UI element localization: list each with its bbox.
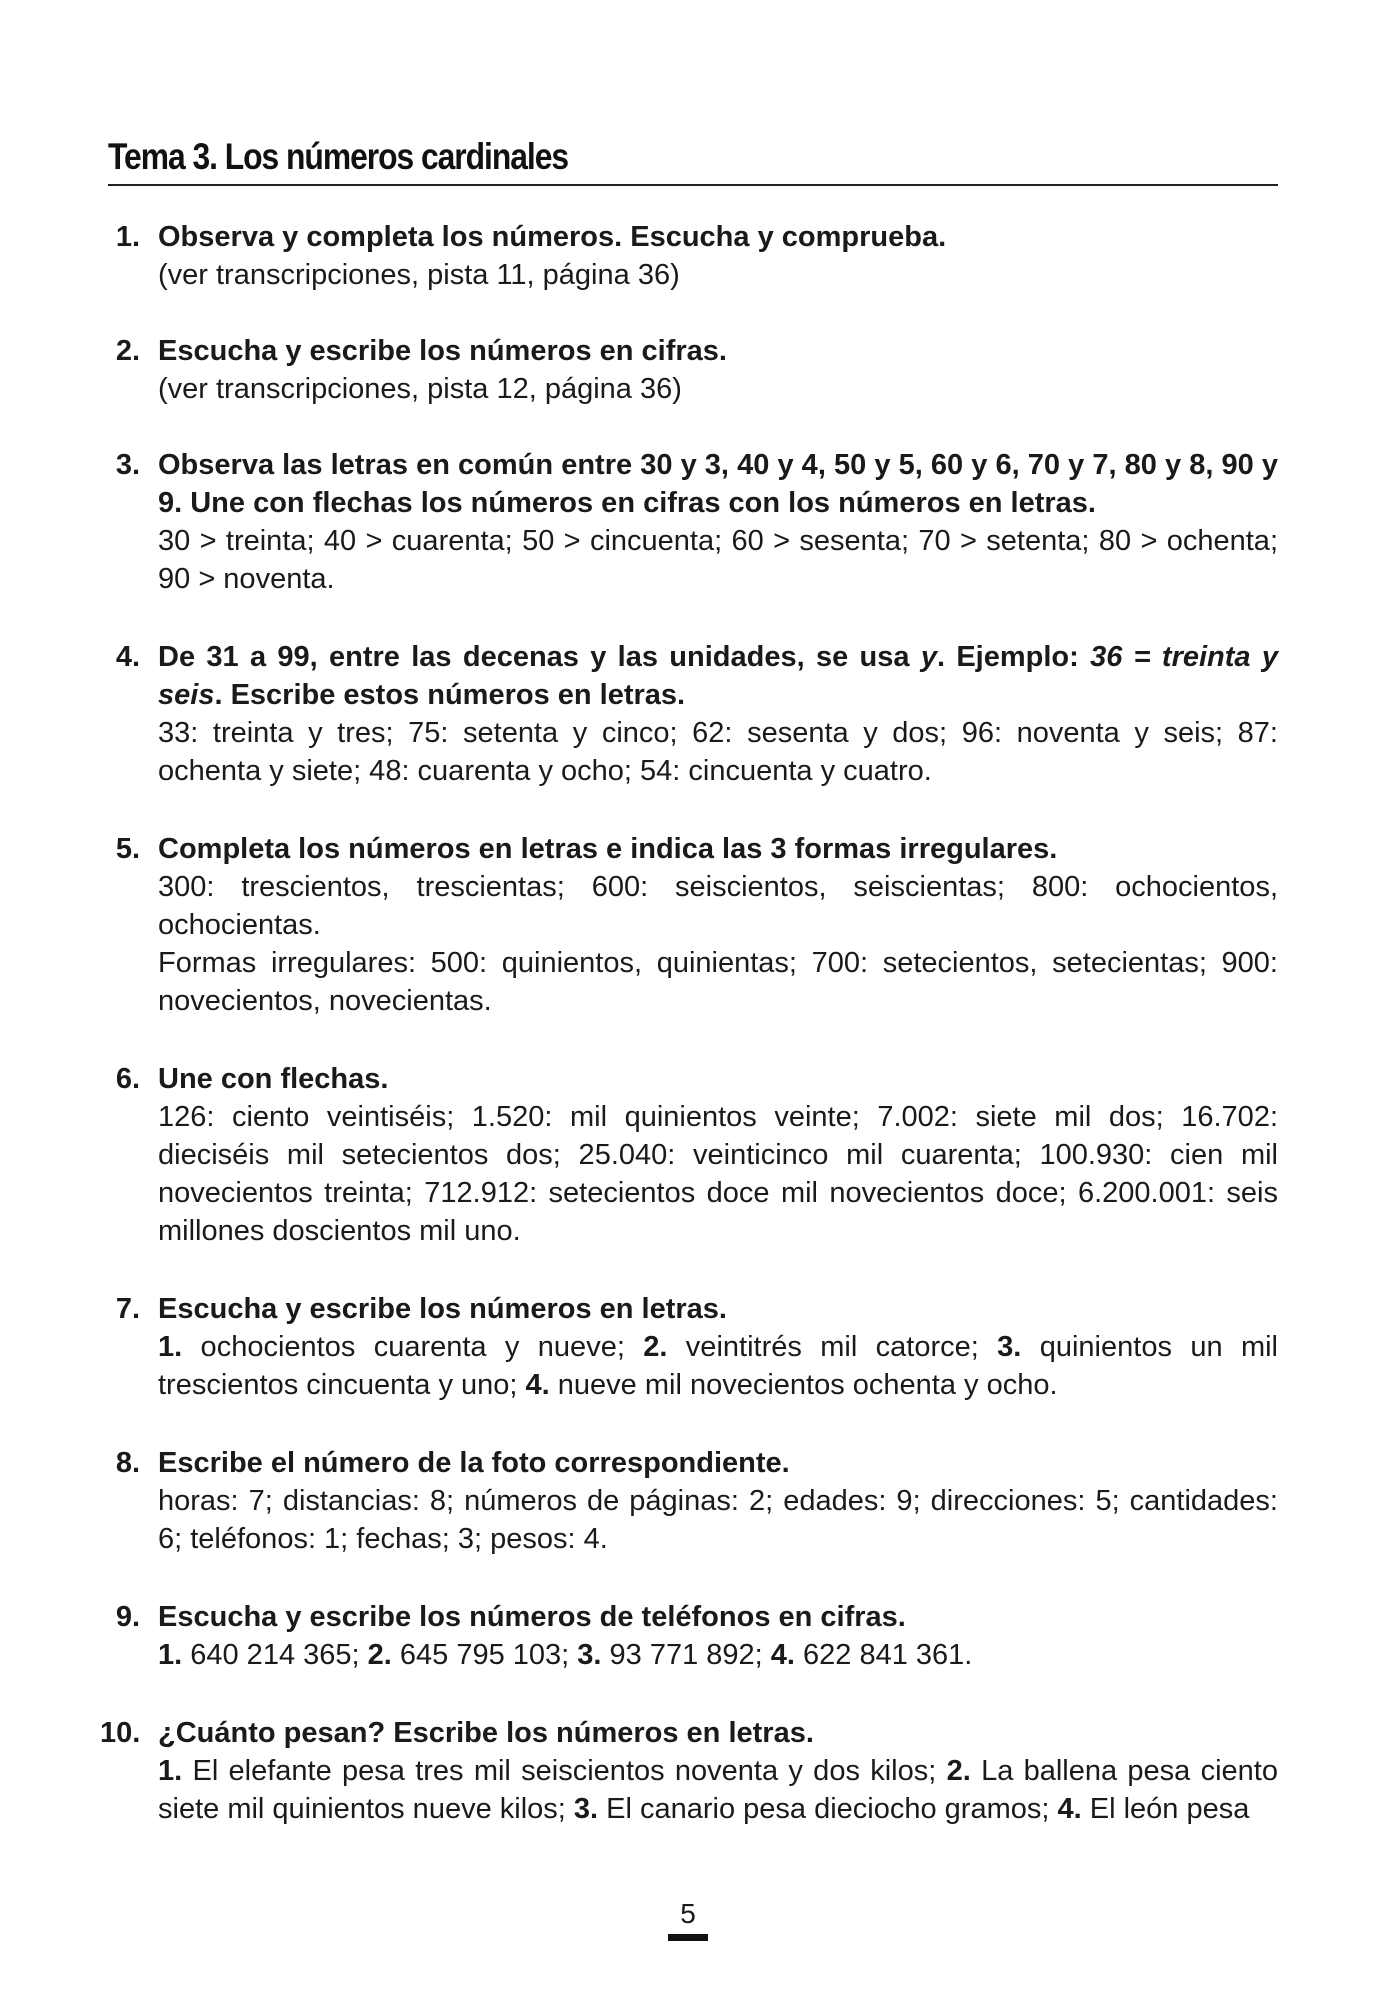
page-title: Tema 3. Los números cardinales bbox=[108, 136, 569, 177]
exercise-instruction: Escucha y escribe los números en cifras. bbox=[158, 335, 727, 367]
exercise-1 bbox=[108, 218, 1278, 294]
exercise-instruction: Une con flechas. bbox=[158, 1063, 389, 1095]
exercise-instruction: Completa los números en letras e indica las 3 formas irregulares. bbox=[158, 833, 1058, 865]
exercise-number: 9. bbox=[115, 1601, 140, 1633]
exercise-answer: horas: 7; distancias: 8; números de páginas: 2; edades: 9; direcciones: 5; cantidades: 6; teléfonos: 1; fechas; 3; pesos: 4. bbox=[158, 1485, 1278, 1555]
exercise-answer: 1. 640 214 365; 2. 645 795 103; 3. 93 771 892; 4. 622 841 361. bbox=[158, 1639, 973, 1671]
page-number-bar bbox=[668, 1934, 708, 1941]
exercise-instruction: Observa y completa los números. Escucha y comprueba. bbox=[158, 221, 947, 253]
exercise-number: 3. bbox=[115, 449, 140, 481]
page-header bbox=[108, 136, 1278, 186]
exercise-number: 2. bbox=[115, 335, 140, 367]
exercise-answer: (ver transcripciones, pista 12, página 36) bbox=[158, 373, 682, 405]
exercise-answer: 30 > treinta; 40 > cuarenta; 50 > cincuenta; 60 > sesenta; 70 > setenta; 80 > ochenta; 90 > noventa. bbox=[158, 525, 1278, 595]
exercise-answer: 1. El elefante pesa tres mil seiscientos noventa y dos kilos; 2. La ballena pesa ciento siete mil quinientos nueve kilos; 3. El canario pesa dieciocho gramos; 4. El león pesa bbox=[158, 1755, 1278, 1825]
exercise-answer: 126: ciento veintiséis; 1.520: mil quinientos veinte; 7.002: siete mil dos; 16.702: dieciséis mil setecientos dos; 25.040: veinticinco mil cuarenta; 100.930: cien mil novecientos treinta; 712.912: setecientos doce mil novecientos doce; 6.200.001: seis millones doscientos mil uno. bbox=[158, 1101, 1278, 1247]
exercise-10 bbox=[100, 1714, 1278, 1828]
exercise-3 bbox=[108, 446, 1278, 598]
exercise-answer: 300: trescientos, trescientas; 600: seiscientos, seiscientas; 800: ochocientos, ochocientas. bbox=[158, 871, 1278, 941]
exercise-6 bbox=[108, 1060, 1278, 1250]
exercise-instruction: ¿Cuánto pesan? Escribe los números en letras. bbox=[158, 1717, 814, 1749]
page-number bbox=[668, 1898, 708, 1941]
exercise-list bbox=[100, 218, 1278, 1828]
exercise-2 bbox=[108, 332, 1278, 408]
exercise-number: 5. bbox=[115, 833, 140, 865]
exercise-instruction: Escucha y escribe los números en letras. bbox=[158, 1293, 727, 1325]
exercise-8 bbox=[108, 1444, 1278, 1558]
exercise-answer: (ver transcripciones, pista 11, página 36) bbox=[158, 259, 680, 291]
exercise-number: 6. bbox=[115, 1063, 140, 1095]
exercise-instruction: Escribe el número de la foto correspondiente. bbox=[158, 1447, 790, 1479]
exercise-number: 8. bbox=[115, 1447, 140, 1479]
exercise-5 bbox=[108, 830, 1278, 1020]
exercise-instruction: Observa las letras en común entre 30 y 3, 40 y 4, 50 y 5, 60 y 6, 70 y 7, 80 y 8, 90 y 9. Une con flechas los números en cifras con los números en letras. bbox=[158, 449, 1278, 519]
exercise-7 bbox=[108, 1290, 1278, 1404]
exercise-answer: 1. ochocientos cuarenta y nueve; 2. veintitrés mil catorce; 3. quinientos un mil trescientos cincuenta y uno; 4. nueve mil novecientos ochenta y ocho. bbox=[158, 1331, 1278, 1401]
exercise-4 bbox=[108, 638, 1278, 790]
exercise-number: 7. bbox=[115, 1293, 140, 1325]
exercise-instruction: De 31 a 99, entre las decenas y las unidades, se usa y. Ejemplo: 36 = treinta y seis. Escribe estos números en letras. bbox=[158, 641, 1278, 711]
exercise-instruction: Escucha y escribe los números de teléfonos en cifras. bbox=[158, 1601, 906, 1633]
page-number-text: 5 bbox=[680, 1898, 696, 1929]
exercise-number: 10. bbox=[100, 1717, 141, 1749]
exercise-answer: 33: treinta y tres; 75: setenta y cinco; 62: sesenta y dos; 96: noventa y seis; 87: ochenta y siete; 48: cuarenta y ocho; 54: cincuenta y cuatro. bbox=[158, 717, 1278, 787]
exercise-9 bbox=[108, 1598, 1278, 1674]
exercise-number: 4. bbox=[115, 641, 140, 673]
exercise-number: 1. bbox=[115, 221, 140, 253]
exercise-answer-irregular: Formas irregulares: 500: quinientos, quinientas; 700: setecientos, setecientas; 900: novecientos, novecientas. bbox=[158, 947, 1278, 1017]
